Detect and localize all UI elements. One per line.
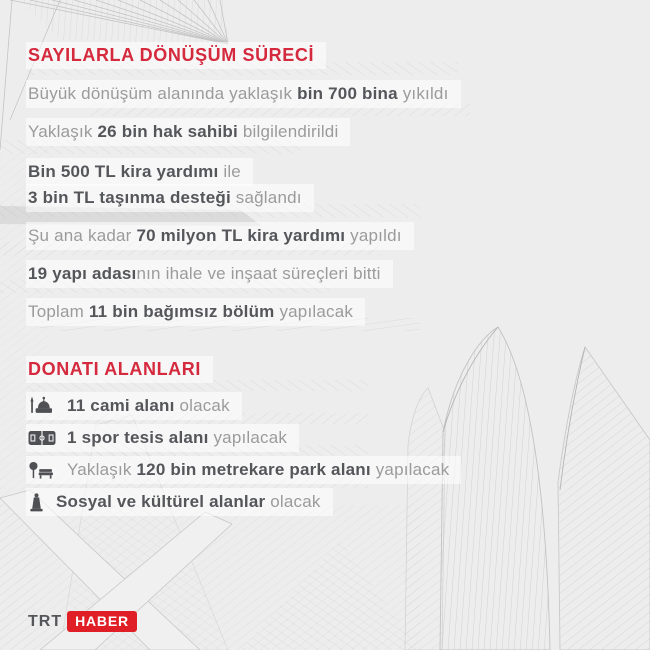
facility-text: 1 spor tesis alanı yapılacak [67, 428, 288, 447]
stat-line-moving-support: 3 bin TL taşınma desteği sağlandı [26, 184, 314, 212]
stat-line-rent-aid: Bin 500 TL kira yardımı ile [26, 158, 253, 186]
facility-text: Yaklaşık 120 bin metrekare park alanı yapılacak [67, 460, 450, 479]
park-icon [28, 461, 56, 480]
stat-line-demolished: Büyük dönüşüm alanında yaklaşık bin 700 bina yıkıldı [26, 80, 461, 108]
stat-line-units: Toplam 11 bin bağımsız bölüm yapılacak [26, 298, 365, 326]
facility-item-mosque [26, 392, 242, 420]
facility-text: 11 cami alanı olacak [67, 396, 230, 415]
section1-title: SAYILARLA DÖNÜŞÜM SÜRECİ [26, 42, 326, 69]
stat-line-total-rent-aid: Şu ana kadar 70 milyon TL kira yardımı yapıldı [26, 222, 414, 250]
trt-logo-text: TRT [28, 612, 63, 630]
facility-item-park [26, 456, 461, 484]
stat-line-building-blocks: 19 yapı adasının ihale ve inşaat süreçleri bitti [26, 260, 393, 288]
stat-line-rights-holders: Yaklaşık 26 bin hak sahibi bilgilendirildi [26, 118, 350, 146]
facility-item-culture [26, 488, 333, 516]
facility-text: Sosyal ve kültürel alanlar olacak [56, 492, 321, 511]
trt-haber-logo [28, 611, 137, 632]
section2-title: DONATI ALANLARI [26, 356, 213, 383]
haber-logo-badge: HABER [67, 611, 137, 632]
mosque-icon [28, 396, 56, 416]
sports-field-icon [28, 430, 56, 446]
statue-icon [28, 493, 45, 512]
facility-item-sports [26, 424, 299, 452]
